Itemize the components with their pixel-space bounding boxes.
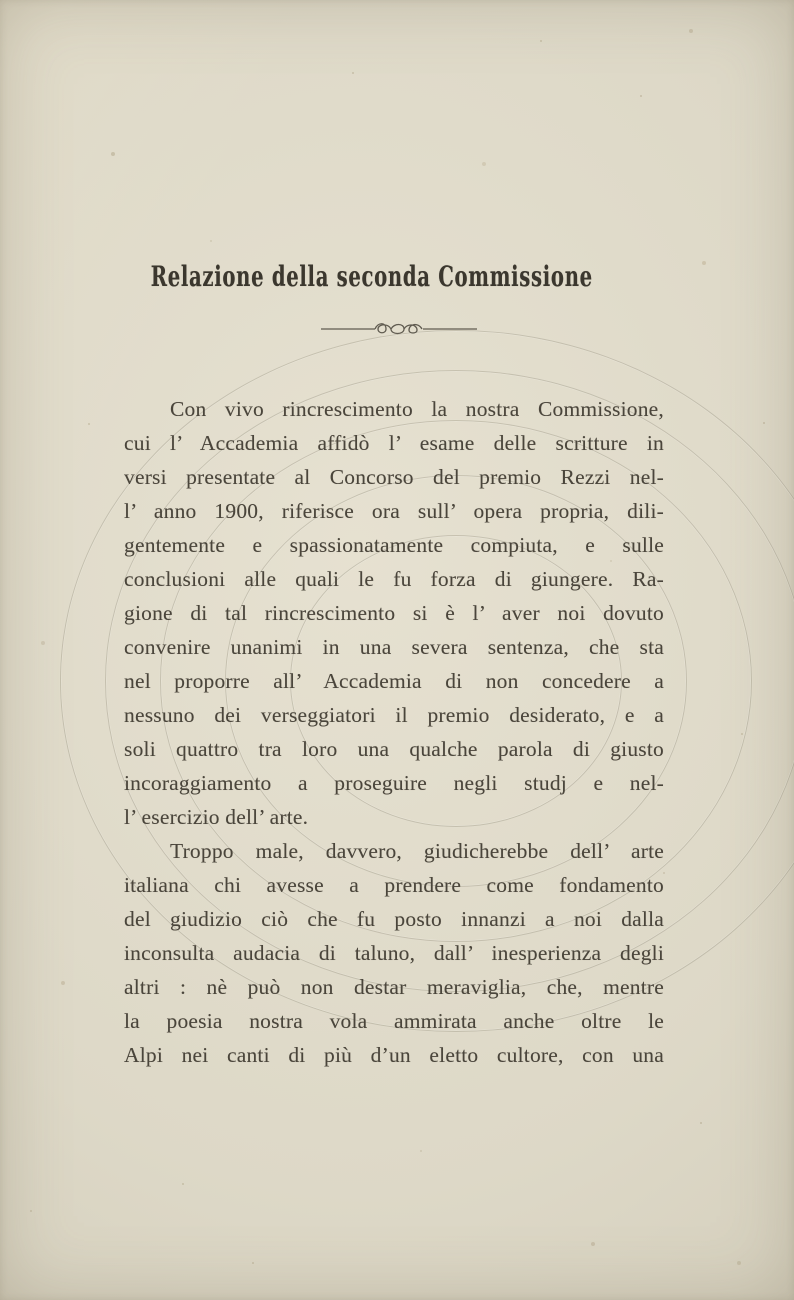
text-line: cui l’ Accademia affidò l’ esame delle scritture in [124,431,664,455]
page-title-text: Relazione della seconda Commissione [150,260,594,293]
text-line: nessuno dei verseggiatori il premio desiderato, e a [124,703,664,727]
text-line: convenire unanimi in una severa sentenza, che sta [124,635,664,659]
text-line: l’ anno 1900, riferisce ora sull’ opera propria, dili- [124,499,664,523]
text-line: Con vivo rincrescimento la nostra Commissione, [170,397,664,421]
text-line: conclusioni alle quali le fu forza di giungere. Ra- [124,567,664,591]
paper-specks [0,0,2,2]
text-line: nel proporre all’ Accademia di non concedere a [124,669,664,693]
body-text [124,392,664,1072]
text-line: Troppo male, davvero, giudicherebbe dell’ arte [170,839,664,863]
text-line: italiana chi avesse a prendere come fondamento [124,873,664,897]
text-line: inconsulta audacia di taluno, dall’ inesperienza degli [124,941,664,965]
text-line: Alpi nei canti di più d’un eletto cultore, con una [124,1043,664,1067]
page-title [0,260,744,293]
text-line: soli quattro tra loro una qualche parola di giusto [124,737,664,761]
text-line: altri : nè può non destar meraviglia, che, mentre [124,975,664,999]
text-line: versi presentate al Concorso del premio Rezzi nel- [124,465,664,489]
divider-ornament [319,320,479,338]
paragraph-1 [124,392,664,834]
paragraph-2 [124,834,664,1072]
scroll-divider-icon [319,320,479,338]
text-line: l’ esercizio dell’ arte. [124,805,309,829]
text-line: gione di tal rincrescimento si è l’ aver noi dovuto [124,601,664,625]
text-line: del giudizio ciò che fu posto innanzi a noi dalla [124,907,664,931]
text-line: incoraggiamento a proseguire negli studj e nel- [124,771,664,795]
text-line: gentemente e spassionatamente compiuta, e sulle [124,533,664,557]
text-line: la poesia nostra vola ammirata anche oltre le [124,1009,664,1033]
